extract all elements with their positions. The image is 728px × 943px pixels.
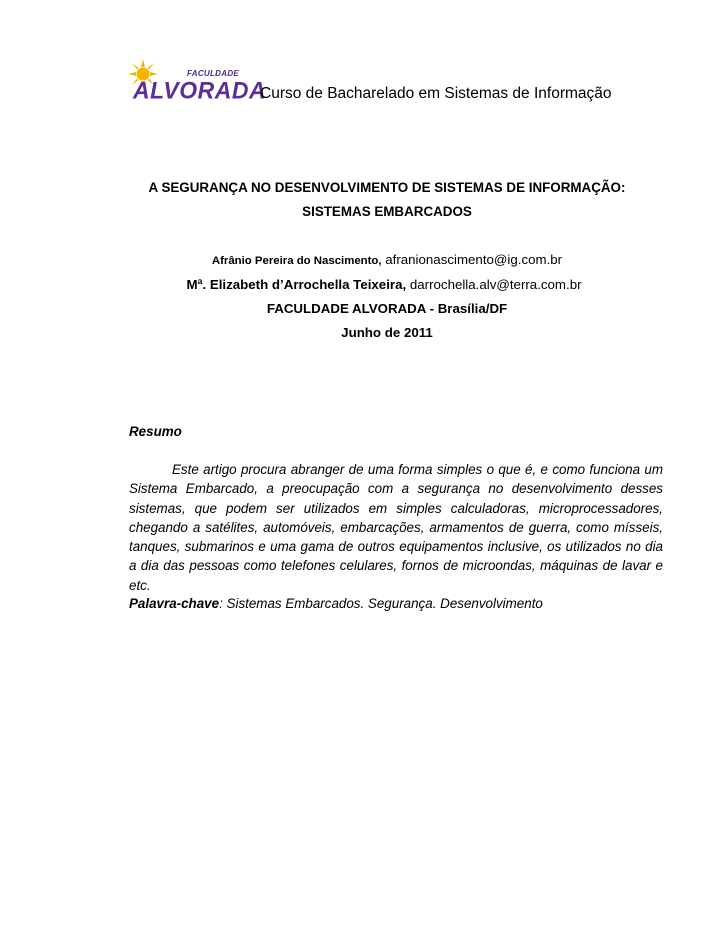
abstract-text: Este artigo procura abranger de uma forma simples o que é, e como funciona um Sistema Embarcado, a preocupação com a segurança no desenvolvimento desses sistemas, que podem ser utilizados em simples calculadoras, microprocessadores, chegando a satélites, automóveis, embarcações, armamentos de guerra, como mísseis, tanques, submarinos e uma gama de outros equipamentos inclusive, os utilizados no dia a dia das pessoas como telefones celulares, fornos de microondas, máquinas de lavar e etc. <box>129 462 663 593</box>
author-name: Afrânio Pereira do Nascimento, <box>211 255 382 267</box>
author-email: afranionascimento@ig.com.br <box>385 252 563 267</box>
title-line-1: A SEGURANÇA NO DESENVOLVIMENTO DE SISTEMAS DE INFORMAÇÃO: <box>148 180 626 195</box>
author-row <box>0 248 728 273</box>
publication-date: Junho de 2011 <box>341 325 433 340</box>
author-block <box>0 248 728 345</box>
logo-faculdade-text: FACULDADE <box>187 69 240 78</box>
article-title <box>0 176 728 224</box>
abstract-body <box>129 460 663 595</box>
institution: FACULDADE ALVORADA - Brasília/DF <box>266 301 508 316</box>
keywords-label: Palavra-chave <box>129 596 220 611</box>
abstract-heading: Resumo <box>129 424 182 439</box>
logo-alvorada-text: ALVORADA <box>133 76 267 104</box>
title-line-2: SISTEMAS EMBARCADOS <box>302 204 472 219</box>
keywords-text: : Sistemas Embarcados. Segurança. Desenvolvimento <box>219 596 543 611</box>
author-name: Mª. Elizabeth d’Arrochella Teixeira, <box>186 277 407 292</box>
author-email: darrochella.alv@terra.com.br <box>409 277 582 292</box>
course-title: Curso de Bacharelado em Sistemas de Informação <box>260 85 612 102</box>
keywords-line <box>129 596 543 611</box>
faculdade-alvorada-logo <box>127 58 267 108</box>
document-header <box>127 58 667 108</box>
author-row <box>0 273 728 297</box>
